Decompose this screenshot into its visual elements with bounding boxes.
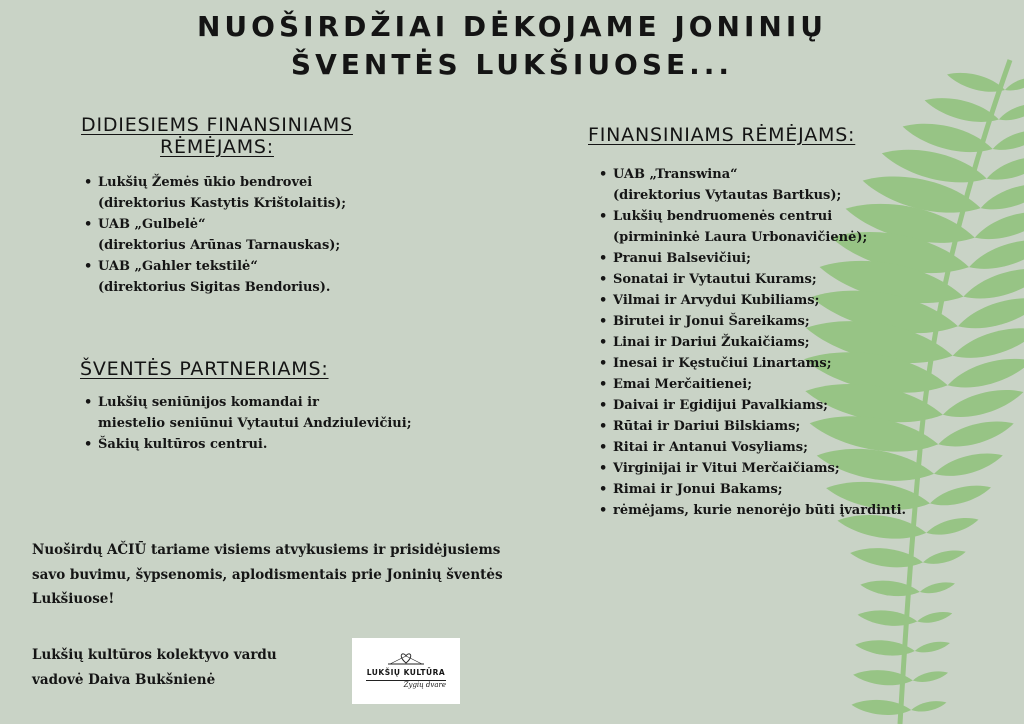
list-item <box>597 353 948 374</box>
partners-heading: ŠVENTĖS PARTNERIAMS: <box>80 358 329 380</box>
right-frond <box>916 609 953 626</box>
financial-sponsors-section <box>588 124 948 521</box>
list-item <box>82 214 392 256</box>
item-main: UAB „Gahler tekstilė“ <box>98 259 258 274</box>
item-main: Daivai ir Egidijui Pavalkiams; <box>613 398 828 413</box>
logo-text: LUKŠIŲ KULTŪRA <box>366 668 446 677</box>
list-item <box>82 256 392 298</box>
item-sub: (direktorius Sigitas Bendorius). <box>98 280 331 295</box>
title-line-1: NUOŠIRDŽIAI DĖKOJAME JONINIŲ <box>196 10 827 43</box>
list-item <box>597 248 948 269</box>
thanks-line-2: savo buvimu, šypsenomis, aplodismentais prie Joninių šventės <box>32 566 503 583</box>
item-sub: (direktorius Vytautas Bartkus); <box>613 188 842 203</box>
item-sub: (pirmininkė Laura Urbonavičienė); <box>613 230 868 245</box>
list-item <box>597 269 948 290</box>
partners-list <box>82 392 440 455</box>
item-main: Virginijai ir Vitui Merčaičiams; <box>613 461 840 476</box>
item-main: Emai Merčaitienei; <box>613 377 753 392</box>
list-item <box>597 332 948 353</box>
list-item <box>597 164 948 206</box>
list-item <box>82 172 392 214</box>
list-item <box>597 395 948 416</box>
list-item <box>82 392 440 434</box>
right-frond <box>945 351 1024 396</box>
item-main: Pranui Balsevičiui; <box>613 251 751 266</box>
item-main: Sonatai ir Vytautui Kurams; <box>613 272 817 287</box>
major-sponsors-heading <box>62 114 372 158</box>
right-frond <box>914 639 951 656</box>
list-item <box>597 500 948 521</box>
item-sub: miestelio seniūnui Vytautui Andziulevičiui; <box>98 416 412 431</box>
list-item <box>82 434 440 455</box>
item-main: Rimai ir Jonui Bakams; <box>613 482 783 497</box>
financial-sponsors-heading: FINANSINIAMS RĖMĖJAMS: <box>588 124 856 146</box>
major-sponsors-section <box>62 114 392 298</box>
list-item <box>597 290 948 311</box>
item-main: Birutei ir Jonui Šareikams; <box>613 314 810 329</box>
thanks-line-3: Lukšiuose! <box>32 591 115 607</box>
financial-sponsors-list <box>597 164 948 521</box>
right-frond <box>910 698 947 714</box>
item-main: rėmėjams, kurie nenorėjo būti įvardinti. <box>613 503 907 518</box>
signature-line-2: vadovė Daiva Bukšnienė <box>32 671 216 688</box>
item-main: Lukšių bendruomenės centrui <box>613 209 833 224</box>
thanks-paragraph <box>32 538 552 612</box>
right-frond <box>919 579 956 596</box>
item-main: Linai ir Dariui Žukaičiams; <box>613 335 810 350</box>
list-item <box>597 458 948 479</box>
major-sponsors-heading-line2: RĖMĖJAMS: <box>160 136 274 158</box>
list-item <box>597 311 948 332</box>
right-frond <box>940 382 1024 424</box>
lukšių-kultūra-logo <box>352 638 460 704</box>
major-sponsors-heading-line1: DIDIESIEMS FINANSINIAMS <box>81 114 353 136</box>
major-sponsors-list <box>82 172 392 298</box>
list-item <box>597 206 948 248</box>
right-frond <box>978 177 1024 217</box>
right-frond <box>972 204 1024 247</box>
item-main: Vilmai ir Arvydui Kubiliams; <box>613 293 820 308</box>
item-main: Šakių kultūros centrui. <box>98 437 268 452</box>
list-item <box>597 479 948 500</box>
item-main: Rūtai ir Dariui Bilskiams; <box>613 419 801 434</box>
list-item <box>597 437 948 458</box>
page-title <box>0 8 1024 84</box>
item-main: Lukšių seniūnijos komandai ir <box>98 395 319 410</box>
right-frond <box>997 99 1024 125</box>
right-frond <box>991 124 1024 155</box>
partners-section <box>80 358 440 455</box>
right-frond <box>984 150 1024 186</box>
list-item <box>597 416 948 437</box>
signature <box>32 643 332 692</box>
item-sub: (direktorius Arūnas Tarnauskas); <box>98 238 341 253</box>
thanks-line-1: Nuoširdų AČIŪ tariame visiems atvykusiems ir prisidėjusiems <box>32 542 501 558</box>
item-main: UAB „Gulbelė“ <box>98 217 206 232</box>
title-line-2: ŠVENTĖS LUKŠIUOSE... <box>290 48 734 81</box>
item-main: Inesai ir Kęstučiui Linartams; <box>613 356 832 371</box>
heart-hanger-icon <box>386 652 426 666</box>
signature-line-1: Lukšių kultūros kolektyvo vardu <box>32 647 277 663</box>
item-sub: (direktorius Kastytis Krištolaitis); <box>98 196 347 211</box>
item-main: Ritai ir Antanui Vosyliams; <box>613 440 808 455</box>
right-frond <box>922 547 967 568</box>
item-main: UAB „Transwina“ <box>613 167 738 182</box>
right-frond <box>912 668 949 684</box>
item-main: Lukšių Žemės ūkio bendrovei <box>98 175 313 190</box>
list-item <box>597 374 948 395</box>
logo-script-text: Žygių dvare <box>403 681 446 689</box>
